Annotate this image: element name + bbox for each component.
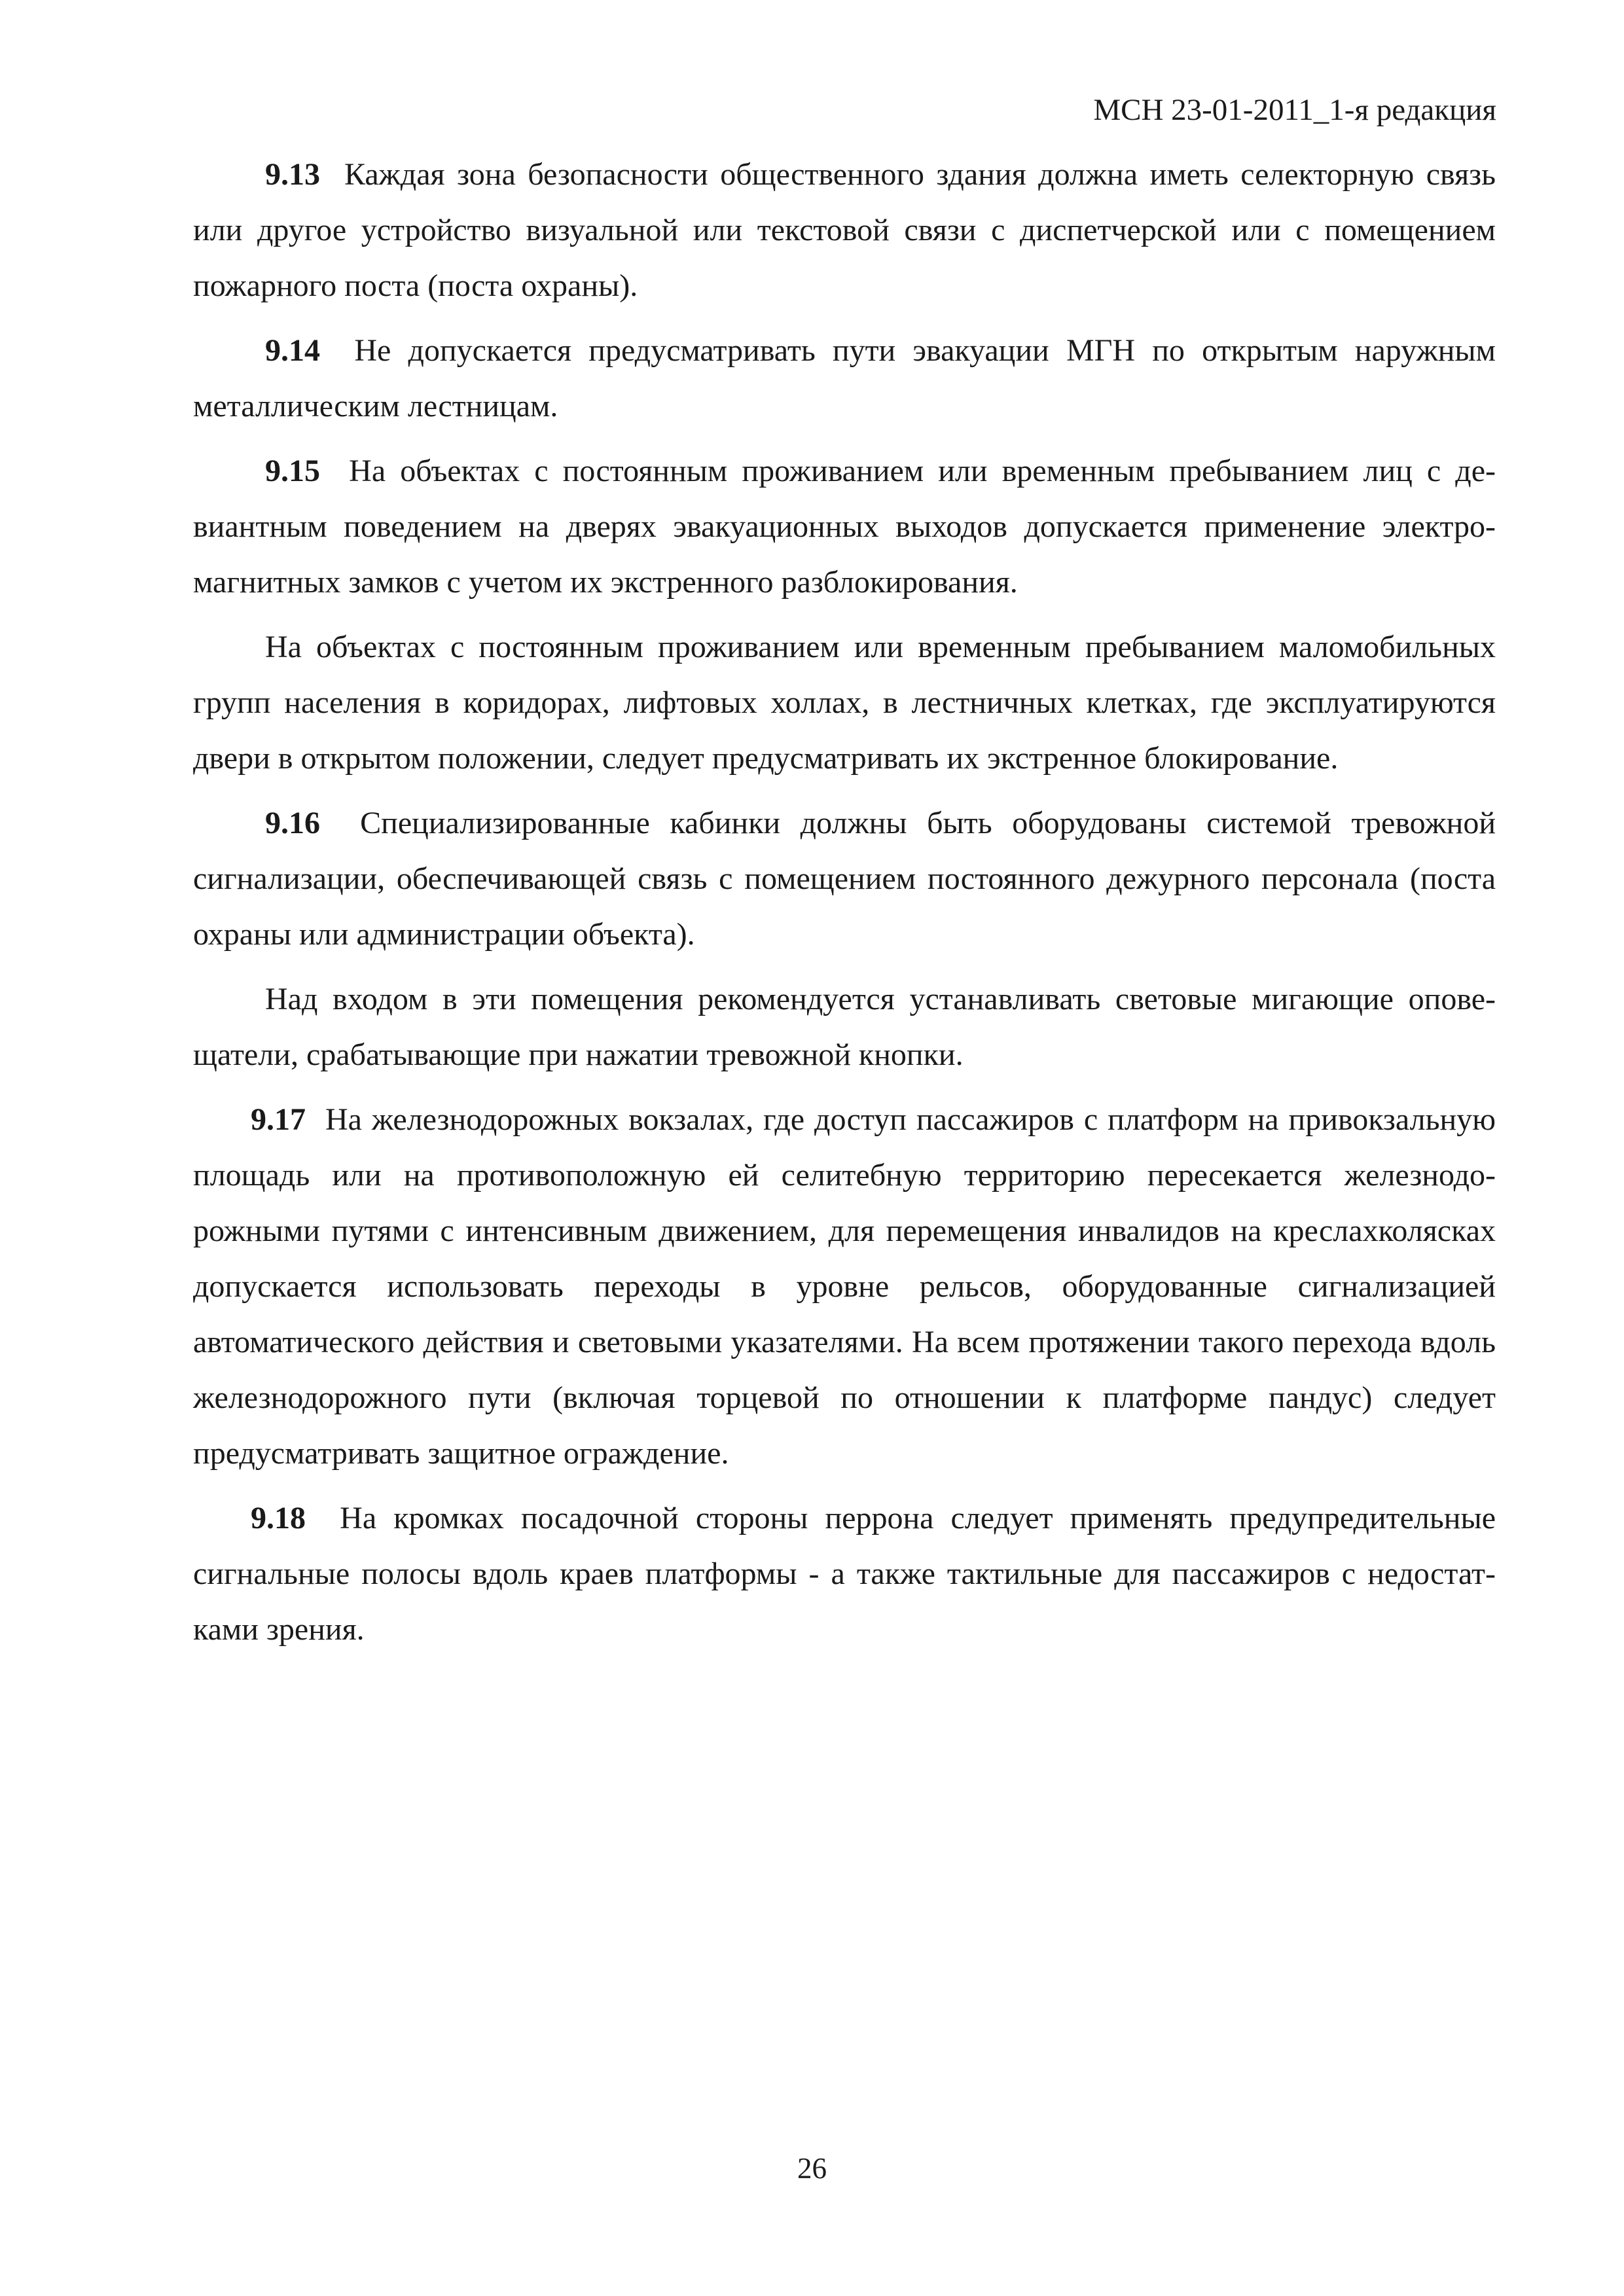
paragraph-9-15-continued <box>193 619 1496 786</box>
paragraph-9-17 <box>193 1092 1496 1481</box>
paragraph-9-14 <box>193 323 1496 434</box>
clause-number: 9.17 <box>251 1102 306 1137</box>
clause-number: 9.15 <box>265 454 320 488</box>
clause-number: 9.14 <box>265 333 320 368</box>
paragraph-text: Не допускается предусматривать пути эвакуации МГН по открытым наружным металлическим лестницам. <box>193 333 1496 423</box>
clause-number: 9.13 <box>265 157 320 192</box>
paragraph-text: На объектах с постоянным проживанием или временным пребыванием маломобильных групп населения в коридорах, лифтовых холлах, в лестничных клетках, где эксплуатируются двери в открытом положении, следует предусматривать их экстренное блокирование. <box>193 630 1496 776</box>
clause-number: 9.18 <box>251 1501 306 1535</box>
paragraph-9-13 <box>193 147 1496 314</box>
paragraph-9-16-continued <box>193 971 1496 1083</box>
paragraph-9-18 <box>193 1490 1496 1657</box>
paragraph-text: На железнодорожных вокзалах, где доступ пассажиров с платформ на привокзальную площадь или на противоположную ей селитебную территорию пересекается железнодорожными путями с интенсивным движением, для перемещения инвалидов на креслахколясках допускается использовать переходы в уровне рельсов, оборудованные сигнализацией автоматического действия и световыми указателями. На всем протяжении такого перехода вдоль железнодорожного пути (включая торцевой по отношении к платформе пандус) следует предусматривать защитное ограждение. <box>193 1102 1496 1471</box>
paragraph-text: На объектах с постоянным проживанием или временным пребыванием лиц с девиантным поведением на дверях эвакуационных выходов допускается применение электромагнитных замков с учетом их экстренного разблокирования. <box>193 454 1496 600</box>
paragraph-text: Над входом в эти помещения рекомендуется устанавливать световые мигающие оповещатели, срабатывающие при нажатии тревожной кнопки. <box>193 982 1496 1072</box>
paragraph-text: На кромках посадочной стороны перрона следует применять предупредительные сигнальные полосы вдоль краев платформы - а также тактильные для пассажиров с недостатками зрения. <box>193 1501 1496 1647</box>
paragraph-text: Каждая зона безопасности общественного здания должна иметь селекторную связь или другое устройство визуальной или текстовой связи с диспетчерской или с помещением пожарного поста (поста охраны). <box>193 157 1496 303</box>
document-code-header: МСН 23-01-2011_1-я редакция <box>1093 93 1496 127</box>
paragraph-text: Специализированные кабинки должны быть оборудованы системой тревожной сигнализации, обеспечивающей связь с помещением постоянного дежурного персонала (поста охраны или администрации объекта). <box>193 806 1496 952</box>
page-number: 26 <box>797 2152 827 2185</box>
clause-number: 9.16 <box>265 806 320 840</box>
paragraph-9-15 <box>193 443 1496 610</box>
paragraph-9-16 <box>193 795 1496 962</box>
document-body <box>193 147 1496 1657</box>
